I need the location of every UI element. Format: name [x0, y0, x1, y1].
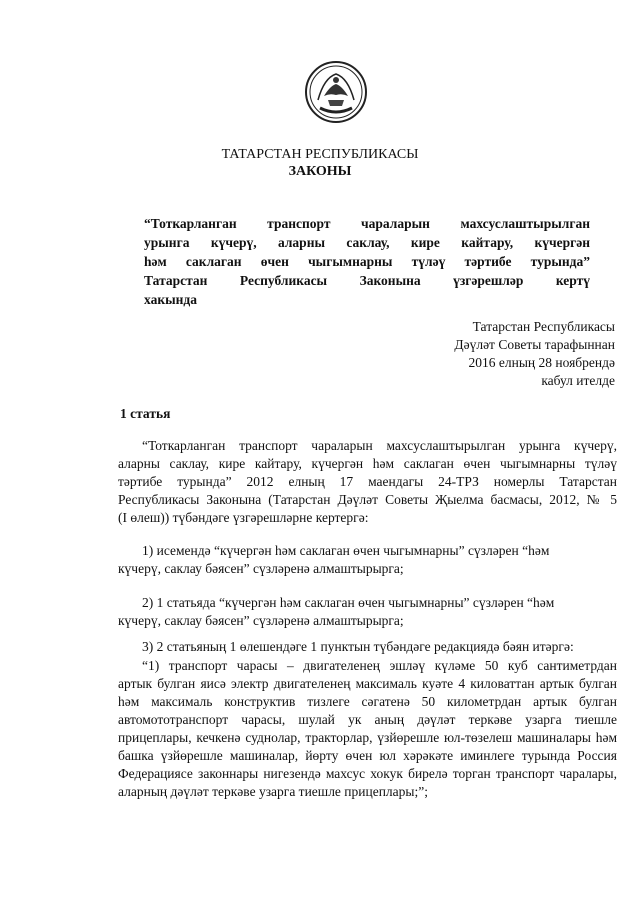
quote-line: “1) транспорт чарасы – двигателенең эшләү күләме 50 куб сантиметрдан — [142, 658, 617, 673]
adoption-line: кабул ителде — [541, 373, 615, 388]
item-1-line: 1) исемендә “күчергән һәм саклаган өчен чыгымнарны” сүзләрен “һәм — [142, 543, 550, 558]
adoption-line: 2016 елның 28 ноябрендә — [468, 355, 615, 370]
intro-line: аларны саклау, кире кайтару, күчергән һәм саклаган өчен чыгымнарны түләү — [118, 456, 617, 471]
intro-line: “Тоткарланган транспорт чараларын махсуслаштырылган урынга күчерү, — [142, 438, 617, 453]
item-3-line: 3) 2 статьяның 1 өлешендәге 1 пунктын түбәндәге редакциядә бәян итәргә: — [142, 639, 574, 654]
law-title-line: “Тоткарланган транспорт чараларын махсуслаштырылган — [144, 216, 590, 231]
law-title-line: Татарстан Республикасы Законына үзгәрешләр кертү — [144, 273, 590, 288]
law-title-line: урынга күчерү, аларны саклау, кире кайтару, күчергән — [144, 235, 590, 250]
item-1-line: күчерү, саклау бәясен” сүзләренә алмаштырырга; — [118, 561, 404, 576]
quote-line: һәм максималь конструктив тизлеге сәгатенә 50 километрдан артык булган — [118, 694, 617, 709]
quote-line: аларның дәүләт теркәве узарга тиешле прицеплары;”; — [118, 784, 428, 799]
item-2-line: күчерү, саклау бәясен” сүзләренә алмаштырырга; — [118, 613, 404, 628]
law-title-line: хакында — [144, 292, 197, 307]
intro-line: тәртибе турында” 2012 елның 17 маендагы 24-ТРЗ номерлы Татарстан — [118, 474, 617, 489]
quote-line: Федерациясе законнары нигезендә махсус хокук бирелә торган транспорт чаралары, — [118, 766, 617, 781]
quote-line: башка үзйөрешле машиналар, йөрту өчен юл хәрәкәте иминлеге турында Россия — [118, 748, 617, 763]
law-title-line: һәм саклаган өчен чыгымнарны түләү тәртибе турында” — [144, 254, 590, 269]
article-heading: 1 статья — [120, 406, 171, 421]
republic-heading: ТАТАРСТАН РЕСПУБЛИКАСЫ — [221, 147, 419, 162]
quote-line: прицеплары, кечкенә суднолар, тракторлар, үзйөрешле юл-төзелеш машиналары һәм — [118, 730, 617, 745]
quote-line: автомототранспорт чарасы, шулай ук аның дәүләт теркәве узарга тиешле — [118, 712, 617, 727]
tatarstan-emblem-icon — [304, 60, 368, 124]
adoption-line: Татарстан Республикасы — [472, 319, 615, 334]
law-heading: ЗАКОНЫ — [288, 164, 352, 179]
adoption-line: Дәүләт Советы тарафыннан — [454, 337, 615, 352]
item-2-line: 2) 1 статьяда “күчергән һәм саклаган өчен чыгымнарны” сүзләрен “һәм — [142, 595, 555, 610]
quote-line: артык булган яисә электр двигателенең максималь куәте 4 киловаттан артык булган — [118, 676, 617, 691]
intro-line: (I өлеш)) түбәндәге үзгәрешләрне кертергә: — [118, 510, 369, 525]
intro-line: Республикасы Законына (Татарстан Дәүләт Советы Җыелма басмасы, 2012, № 5 — [118, 492, 617, 507]
